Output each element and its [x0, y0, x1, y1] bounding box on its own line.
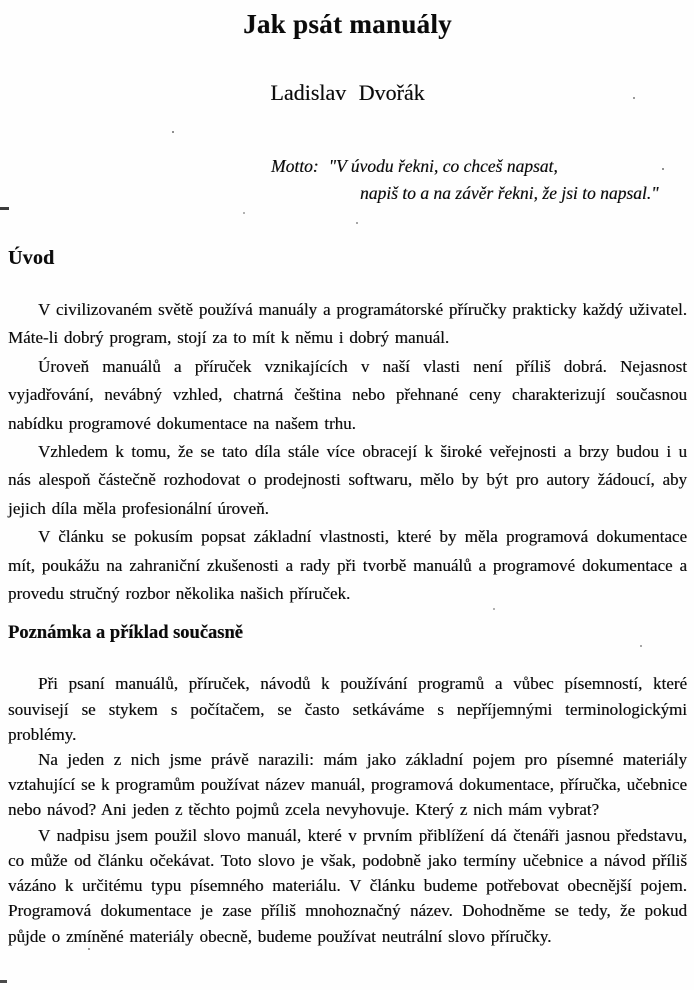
motto-label: Motto:	[271, 156, 319, 176]
section-uvod-body	[8, 296, 687, 608]
paragraph: V článku se pokusím popsat základní vlastnosti, které by měla programová dokumentace mít, poukážu na zahraniční zkušenosti a rady při tvorbě manuálů a programové dokumentace a provedu stručný rozbor několika našich příruček.	[8, 527, 687, 604]
document-title: Jak psát manuály	[243, 9, 452, 39]
paragraph: Úroveň manuálů a příruček vznikajících v naší vlasti není příliš dobrá. Nejasnost vyjadřování, nevábný vzhled, chatrná čeština nebo přehnané ceny charakterizují současnou nabídku programové dokumentace na našem trhu.	[8, 356, 687, 433]
section-heading-poznamka: Poznámka a příklad současně	[8, 623, 243, 644]
paragraph: V civilizovaném světě používá manuály a programátorské příručky prakticky každý uživatel. Máte-li dobrý program, stojí za to mít k němu i dobrý manuál.	[8, 300, 687, 348]
paragraph: Na jeden z nich jsme právě narazili: mám jako základní pojem pro písemné materiály vztahující se k programům používat název manuál, programová dokumentace, příručka, učebnice nebo návod? Ani jeden z těchto pojmů zcela nevyhovuje. Který z nich mám vybrat?	[8, 750, 687, 820]
scan-edge-artifact	[0, 980, 7, 983]
paragraph: Při psaní manuálů, příruček, návodů k používání programů a vůbec písemností, které souvisejí se stykem s počítačem, se často setkáváme s nepříjemnými terminologickými problémy.	[8, 674, 687, 744]
paragraph: V nadpisu jsem použil slovo manuál, které v prvním přiblížení dá čtenáři jasnou představu, co může od článku očekávat. Toto slovo je však, podobně jako termíny učebnice a návod příliš vázáno k určitému typu písemného materiálu. V článku budeme potřebovat obecnější pojem. Programová dokumentace je zase příliš mnohoznačný název. Dohodněme se tedy, že pokud půjde o zmíněné materiály obecně, budeme používat neutrální slovo příručky.	[8, 825, 687, 946]
section-heading-uvod: Úvod	[8, 247, 55, 269]
motto-line-1	[271, 153, 687, 180]
motto-text-1: "V úvodu řekni, co chceš napsat,	[328, 156, 558, 176]
motto-text-2: napiš to a na závěr řekni, že jsi to napsal."	[360, 183, 659, 203]
section-poznamka-body	[8, 671, 687, 948]
motto	[8, 153, 687, 207]
scan-speckles	[0, 0, 2, 2]
scan-edge-artifact	[0, 207, 9, 210]
author-name: Ladislav Dvořák	[270, 80, 425, 105]
paragraph: Vzhledem k tomu, že se tato díla stále více obracejí k široké veřejnosti a brzy budou i u nás alespoň částečně rozhodovat o prodejnosti softwaru, mělo by být pro autory žádoucí, aby jejich díla měla profesionální úroveň.	[8, 442, 687, 518]
